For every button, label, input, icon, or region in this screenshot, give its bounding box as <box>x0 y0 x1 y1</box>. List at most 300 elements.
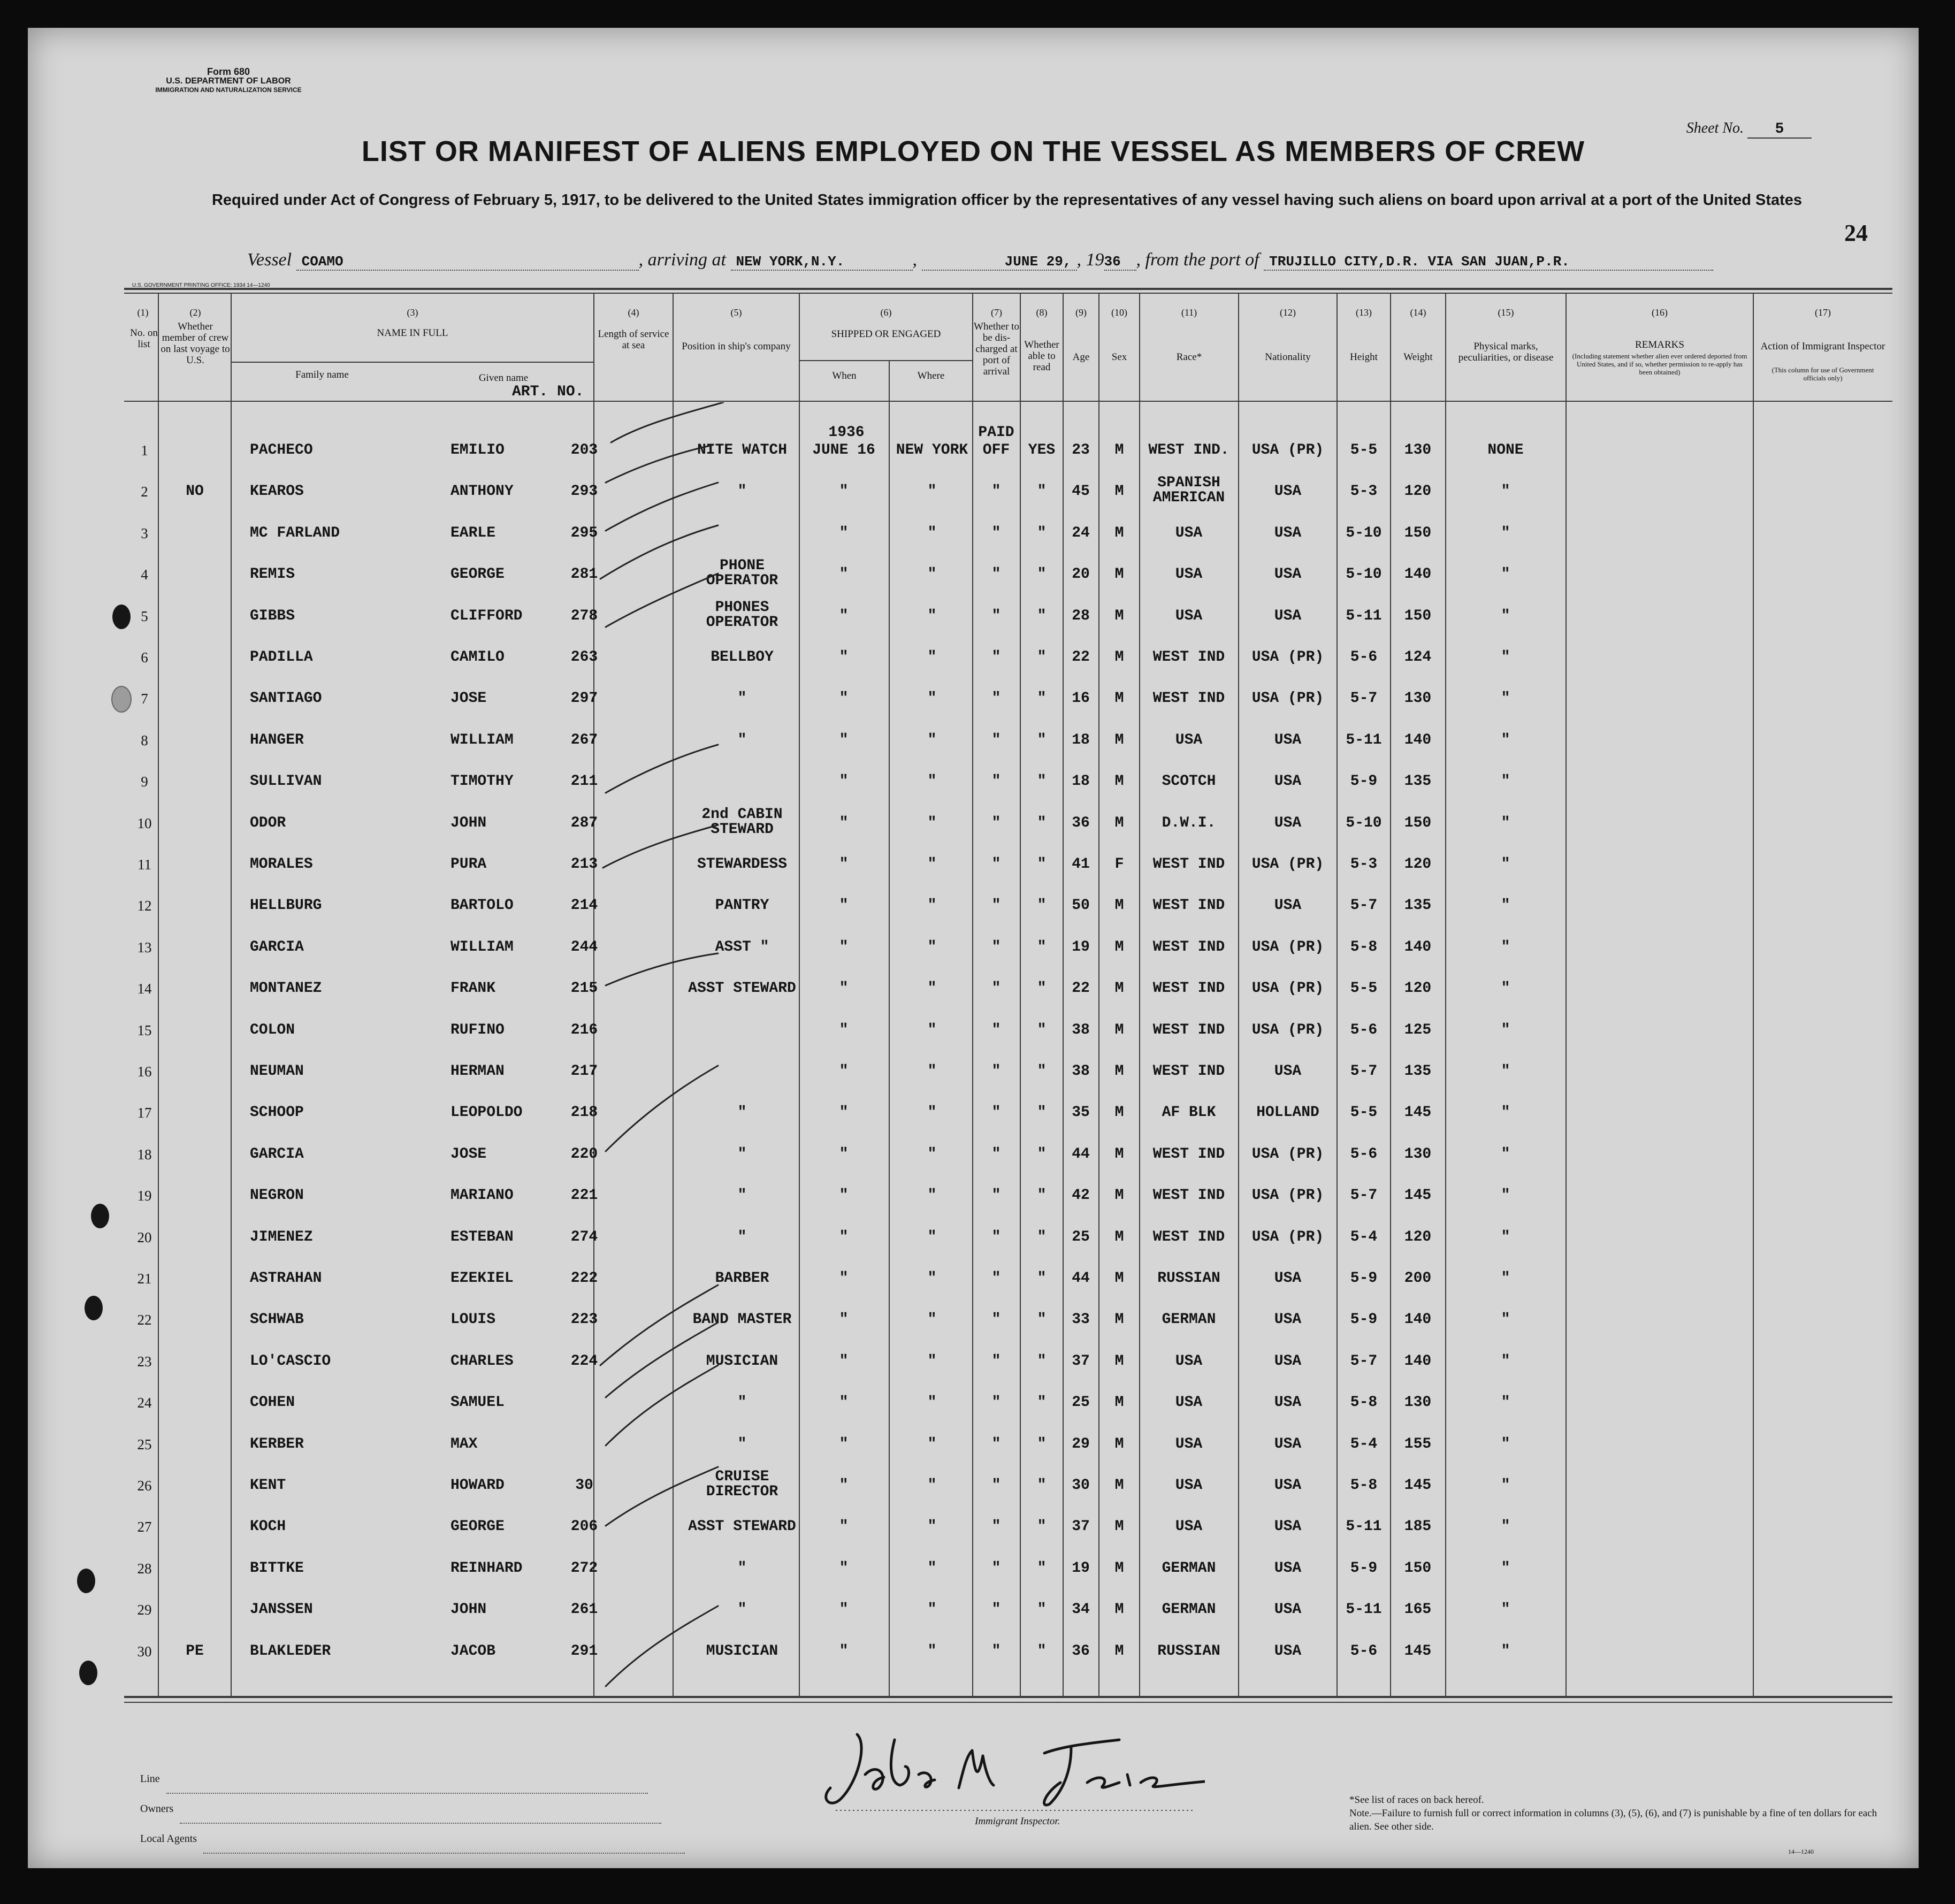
position-cell: " <box>737 1228 747 1245</box>
row-number: 22 <box>137 1312 152 1328</box>
race-cell: WEST IND <box>1152 938 1225 955</box>
read-cell: " <box>1037 483 1047 500</box>
where-cell: " <box>927 483 937 500</box>
position-cell: ASST STEWARD <box>688 1518 796 1535</box>
sex-cell: M <box>1114 1145 1124 1163</box>
read-cell: " <box>1037 1311 1047 1328</box>
punch-hole <box>91 1204 109 1228</box>
age-cell: 16 <box>1072 690 1090 707</box>
age-cell: 30 <box>1072 1477 1090 1494</box>
given-name-cell: GEORGE <box>450 1518 505 1535</box>
position-cell: ASST STEWARD <box>688 980 796 997</box>
colhead-remarks-note: (Including statement whether alien ever ordered deported from United States, and if so, whether permission to re-apply has been obtained) <box>1572 352 1747 376</box>
position-cell: PHONES OPERATOR <box>706 599 778 631</box>
sex-cell: M <box>1114 442 1124 458</box>
nationality-cell: USA (PR) <box>1251 1187 1324 1204</box>
family-name-cell: BITTKE <box>250 1559 304 1577</box>
art-no-cell: 218 <box>570 1104 598 1121</box>
when-cell: " <box>839 1559 849 1577</box>
race-cell: WEST IND <box>1152 1228 1225 1245</box>
sex-cell: M <box>1114 1063 1124 1080</box>
physical-marks-cell: " <box>1501 690 1510 707</box>
age-cell: 18 <box>1072 731 1090 748</box>
height-cell: 5-8 <box>1350 938 1378 955</box>
physical-marks-cell: " <box>1501 856 1510 873</box>
sex-cell: M <box>1114 814 1124 831</box>
art-no-cell: 220 <box>570 1145 598 1163</box>
sex-cell: M <box>1114 524 1124 541</box>
sex-cell: M <box>1114 1187 1124 1204</box>
age-cell: 45 <box>1072 483 1090 500</box>
art-no-cell: 216 <box>570 1021 598 1038</box>
nationality-cell: USA (PR) <box>1251 856 1324 873</box>
physical-marks-cell: " <box>1501 1642 1510 1660</box>
given-name-cell: FRANK <box>450 980 496 997</box>
weight-cell: 135 <box>1404 897 1432 914</box>
discharged-cell: " <box>991 1642 1001 1660</box>
when-cell: " <box>839 1187 849 1204</box>
race-cell: RUSSIAN <box>1157 1642 1220 1660</box>
race-cell: AF BLK <box>1162 1104 1216 1121</box>
race-cell: GERMAN <box>1162 1311 1216 1328</box>
form-number: Form 680 <box>207 66 250 77</box>
nationality-cell: USA <box>1274 1601 1302 1618</box>
weight-cell: 150 <box>1404 607 1432 624</box>
family-name-cell: ODOR <box>250 814 286 831</box>
last-voyage-cell: PE <box>186 1642 204 1660</box>
nationality-cell: USA <box>1274 1518 1302 1535</box>
colnum-14: (14) <box>1410 307 1426 318</box>
age-cell: 36 <box>1072 814 1090 831</box>
nationality-cell: USA <box>1274 773 1302 790</box>
where-cell: " <box>927 1477 937 1494</box>
family-name-cell: SCHOOP <box>250 1104 304 1121</box>
colhead-action: Action of Immigrant Inspector <box>1760 341 1885 352</box>
given-name-cell: CLIFFORD <box>450 607 523 624</box>
weight-cell: 130 <box>1404 1145 1432 1163</box>
nationality-cell: USA (PR) <box>1251 938 1324 955</box>
race-cell: SCOTCH <box>1162 773 1216 790</box>
form-code: 14—1240 <box>1788 1848 1814 1855</box>
sex-cell: M <box>1114 1435 1124 1452</box>
height-cell: 5-5 <box>1350 980 1378 997</box>
manifest-sheet <box>28 28 1919 1868</box>
row1-paid: PAID <box>978 424 1014 441</box>
given-name-cell: MAX <box>450 1435 478 1452</box>
race-cell: D.W.I. <box>1162 814 1216 831</box>
read-cell: " <box>1037 773 1047 790</box>
given-name-cell: GEORGE <box>450 566 505 583</box>
sex-cell: F <box>1114 856 1124 873</box>
where-cell: " <box>927 566 937 583</box>
read-cell: " <box>1037 1104 1047 1121</box>
sheet-number-label: Sheet No. <box>1686 120 1744 136</box>
race-cell: GERMAN <box>1162 1559 1216 1577</box>
gpo-note: U.S. GOVERNMENT PRINTING OFFICE: 1934 14—1240 <box>132 282 270 288</box>
sex-cell: M <box>1114 1477 1124 1494</box>
sex-cell: M <box>1114 1228 1124 1245</box>
physical-marks-cell: " <box>1501 897 1510 914</box>
weight-cell: 140 <box>1404 566 1432 583</box>
height-cell: 5-11 <box>1346 1601 1382 1618</box>
colhead-remarks: REMARKS <box>1635 339 1684 350</box>
colnum-2: (2) <box>189 307 201 318</box>
when-cell: " <box>839 1642 849 1660</box>
when-cell: " <box>839 1435 849 1452</box>
read-cell: " <box>1037 1145 1047 1163</box>
colhead-age: Age <box>1072 351 1090 363</box>
family-name-cell: GARCIA <box>250 938 304 955</box>
weight-cell: 140 <box>1404 731 1432 748</box>
family-name-cell: GARCIA <box>250 1145 304 1163</box>
from-label: , from the port of <box>1136 250 1259 270</box>
age-cell: 44 <box>1072 1145 1090 1163</box>
nationality-cell: USA <box>1274 1311 1302 1328</box>
colhead-shipped-engaged: SHIPPED OR ENGAGED <box>831 328 941 340</box>
family-name-cell: COHEN <box>250 1394 295 1411</box>
weight-cell: 130 <box>1404 442 1432 458</box>
family-name-cell: BLAKLEDER <box>250 1642 331 1660</box>
height-cell: 5-3 <box>1350 856 1378 873</box>
when-cell: " <box>839 524 849 541</box>
sex-cell: M <box>1114 566 1124 583</box>
age-cell: 19 <box>1072 1559 1090 1577</box>
when-cell: " <box>839 856 849 873</box>
discharged-cell: " <box>991 1021 1001 1038</box>
race-cell: USA <box>1175 1477 1203 1494</box>
weight-cell: 135 <box>1404 773 1432 790</box>
height-cell: 5-9 <box>1350 773 1378 790</box>
where-cell: " <box>927 938 937 955</box>
page-number: 24 <box>1844 220 1868 246</box>
weight-cell: 185 <box>1404 1518 1432 1535</box>
row-number: 1 <box>141 442 148 458</box>
art-no-cell: 222 <box>570 1270 598 1287</box>
weight-cell: 120 <box>1404 483 1432 500</box>
position-cell: " <box>737 1145 747 1163</box>
physical-marks-cell: " <box>1501 1435 1510 1452</box>
read-cell: " <box>1037 607 1047 624</box>
read-cell: " <box>1037 1477 1047 1494</box>
discharged-cell: " <box>991 690 1001 707</box>
race-cell: WEST IND <box>1152 1145 1225 1163</box>
height-cell: 5-7 <box>1350 1352 1378 1370</box>
row-number: 8 <box>141 732 148 748</box>
when-cell: " <box>839 566 849 583</box>
penalty-note: Note.—Failure to furnish full or correct information in columns (3), (5), (6), and (7) is punishable by a fine of ten dollars for each alien. See other side. <box>1349 1808 1877 1832</box>
discharged-cell: " <box>991 1518 1001 1535</box>
row-number: 17 <box>137 1105 152 1121</box>
height-cell: 5-5 <box>1350 442 1378 458</box>
physical-marks-cell: " <box>1501 524 1510 541</box>
colnum-4: (4) <box>628 307 639 318</box>
family-name-cell: GIBBS <box>250 607 295 624</box>
where-cell: " <box>927 690 937 707</box>
family-name-cell: JANSSEN <box>250 1601 313 1618</box>
read-cell: " <box>1037 938 1047 955</box>
table-grid <box>28 28 1919 1868</box>
read-cell: " <box>1037 1228 1047 1245</box>
when-cell: " <box>839 1352 849 1370</box>
colhead-when: When <box>832 370 857 381</box>
nationality-cell: USA (PR) <box>1251 690 1324 707</box>
weight-cell: 120 <box>1404 856 1432 873</box>
sex-cell: M <box>1114 897 1124 914</box>
year-prefix: , 19 <box>1076 250 1104 270</box>
height-cell: 5-6 <box>1350 649 1378 666</box>
read-cell: YES <box>1028 442 1056 458</box>
discharged-cell: " <box>991 1311 1001 1328</box>
nationality-cell: USA <box>1274 1559 1302 1577</box>
physical-marks-cell: " <box>1501 938 1510 955</box>
row-number: 12 <box>137 898 152 914</box>
colnum-7: (7) <box>991 307 1002 318</box>
age-cell: 50 <box>1072 897 1090 914</box>
colnum-5: (5) <box>730 307 742 318</box>
when-cell: " <box>839 649 849 666</box>
read-cell: " <box>1037 524 1047 541</box>
art-no-cell: 291 <box>570 1642 598 1660</box>
read-cell: " <box>1037 1518 1047 1535</box>
age-cell: 41 <box>1072 856 1090 873</box>
where-cell: " <box>927 1104 937 1121</box>
sex-cell: M <box>1114 773 1124 790</box>
footer-owners-field <box>140 1794 685 1824</box>
height-cell: 5-9 <box>1350 1311 1378 1328</box>
discharged-cell: " <box>991 1187 1001 1204</box>
nationality-cell: USA <box>1274 1477 1302 1494</box>
art-no-cell: 223 <box>570 1311 598 1328</box>
when-cell: " <box>839 897 849 914</box>
read-cell: " <box>1037 1352 1047 1370</box>
race-cell: USA <box>1175 1394 1203 1411</box>
height-cell: 5-11 <box>1346 1518 1382 1535</box>
position-cell: " <box>737 690 747 707</box>
colhead-discharged: Whether to be dis-charged at port of arrival <box>974 321 1019 377</box>
race-cell: WEST IND <box>1152 1021 1225 1038</box>
physical-marks-cell: NONE <box>1487 442 1524 458</box>
age-cell: 23 <box>1072 442 1090 458</box>
age-cell: 37 <box>1072 1352 1090 1370</box>
physical-marks-cell: " <box>1501 980 1510 997</box>
position-cell: " <box>737 1601 747 1618</box>
race-cell: WEST IND <box>1152 1187 1225 1204</box>
sex-cell: M <box>1114 1352 1124 1370</box>
colnum-1: (1) <box>137 307 149 318</box>
race-cell: USA <box>1175 1435 1203 1452</box>
physical-marks-cell: " <box>1501 1021 1510 1038</box>
nationality-cell: USA (PR) <box>1251 1145 1324 1163</box>
given-name-cell: LEOPOLDO <box>450 1104 523 1121</box>
vessel-label: Vessel <box>247 250 292 270</box>
where-cell: " <box>927 1352 937 1370</box>
when-cell: " <box>839 773 849 790</box>
nationality-cell: USA <box>1274 566 1302 583</box>
row-number: 21 <box>137 1271 152 1287</box>
art-no-cell: 274 <box>570 1228 598 1245</box>
given-name-cell: WILLIAM <box>450 938 514 955</box>
colhead-able-to-read: Whether able to read <box>1024 339 1059 373</box>
art-no-cell: 263 <box>570 649 598 666</box>
nationality-cell: HOLLAND <box>1256 1104 1319 1121</box>
where-cell: " <box>927 1435 937 1452</box>
art-no-cell: 272 <box>570 1559 598 1577</box>
age-cell: 22 <box>1072 649 1090 666</box>
weight-cell: 130 <box>1404 1394 1432 1411</box>
sex-cell: M <box>1114 607 1124 624</box>
discharged-cell: " <box>991 1477 1001 1494</box>
given-name-cell: HOWARD <box>450 1477 505 1494</box>
race-cell: WEST IND <box>1152 1063 1225 1080</box>
given-name-cell: RUFINO <box>450 1021 505 1038</box>
family-name-cell: HELLBURG <box>250 897 322 914</box>
family-name-cell: SULLIVAN <box>250 773 322 790</box>
where-cell: " <box>927 773 937 790</box>
when-cell: " <box>839 1021 849 1038</box>
age-cell: 24 <box>1072 524 1090 541</box>
punch-hole <box>112 605 131 629</box>
height-cell: 5-10 <box>1346 814 1382 831</box>
sex-cell: M <box>1114 1518 1124 1535</box>
family-name-cell: LO'CASCIO <box>250 1352 331 1370</box>
height-cell: 5-4 <box>1350 1228 1378 1245</box>
footer-agents-field <box>140 1824 685 1854</box>
page-title: LIST OR MANIFEST OF ALIENS EMPLOYED ON THE VESSEL AS MEMBERS OF CREW <box>361 135 1585 167</box>
family-name-cell: MONTANEZ <box>250 980 322 997</box>
art-no-cell: 261 <box>570 1601 598 1618</box>
discharged-cell: " <box>991 980 1001 997</box>
punch-hole <box>85 1296 103 1320</box>
weight-cell: 140 <box>1404 1311 1432 1328</box>
row-number: 14 <box>137 981 152 997</box>
discharged-cell: " <box>991 731 1001 748</box>
physical-marks-cell: " <box>1501 1394 1510 1411</box>
colhead-where: Where <box>917 370 945 381</box>
race-cell: WEST IND <box>1152 897 1225 914</box>
height-cell: 5-6 <box>1350 1021 1378 1038</box>
position-cell: MUSICIAN <box>706 1642 778 1660</box>
nationality-cell: USA (PR) <box>1251 980 1324 997</box>
art-no-cell: 293 <box>570 483 598 500</box>
position-cell: " <box>737 483 747 500</box>
footer-line-label: Line <box>140 1773 160 1785</box>
age-cell: 29 <box>1072 1435 1090 1452</box>
height-cell: 5-6 <box>1350 1145 1378 1163</box>
family-name-cell: MORALES <box>250 856 313 873</box>
discharged-cell: " <box>991 524 1001 541</box>
row-number: 4 <box>141 567 148 583</box>
art-no-cell: 211 <box>570 773 598 790</box>
physical-marks-cell: " <box>1501 1063 1510 1080</box>
when-cell: " <box>839 1477 849 1494</box>
race-cell: USA <box>1175 1352 1203 1370</box>
family-name-cell: KENT <box>250 1477 286 1494</box>
age-cell: 42 <box>1072 1187 1090 1204</box>
colhead-nationality: Nationality <box>1265 351 1311 363</box>
race-cell: WEST IND <box>1152 980 1225 997</box>
age-cell: 25 <box>1072 1394 1090 1411</box>
form-service: IMMIGRATION AND NATURALIZATION SERVICE <box>155 86 302 94</box>
row-number: 18 <box>137 1146 152 1163</box>
nationality-cell: USA <box>1274 524 1302 541</box>
age-cell: 38 <box>1072 1063 1090 1080</box>
row-number: 27 <box>137 1519 152 1535</box>
given-name-cell: EZEKIEL <box>450 1270 514 1287</box>
physical-marks-cell: " <box>1501 1601 1510 1618</box>
given-name-cell: EMILIO <box>450 442 505 458</box>
nationality-cell: USA <box>1274 1270 1302 1287</box>
position-cell: " <box>737 731 747 748</box>
read-cell: " <box>1037 566 1047 583</box>
when-cell: JUNE 16 <box>812 442 875 458</box>
given-name-cell: ESTEBAN <box>450 1228 514 1245</box>
sex-cell: M <box>1114 1104 1124 1121</box>
physical-marks-cell: " <box>1501 1518 1510 1535</box>
art-no-cell: 213 <box>570 856 598 873</box>
row-number: 6 <box>141 649 148 666</box>
colhead-length-service: Length of service at sea <box>598 328 669 351</box>
given-name-cell: CAMILO <box>450 649 505 666</box>
inspector-tick-marks <box>595 402 755 1697</box>
family-name-cell: SANTIAGO <box>250 690 322 707</box>
colhead-family-name: Family name <box>295 369 349 380</box>
weight-cell: 135 <box>1404 1063 1432 1080</box>
discharged-cell: " <box>991 814 1001 831</box>
physical-marks-cell: " <box>1501 649 1510 666</box>
race-cell: WEST IND <box>1152 690 1225 707</box>
given-name-cell: EARLE <box>450 524 496 541</box>
position-cell: ASST " <box>715 938 769 955</box>
position-cell: " <box>737 1187 747 1204</box>
physical-marks-cell: " <box>1501 1311 1510 1328</box>
colnum-16: (16) <box>1652 307 1668 318</box>
art-no-cell: 295 <box>570 524 598 541</box>
weight-cell: 145 <box>1404 1187 1432 1204</box>
race-cell: RUSSIAN <box>1157 1270 1220 1287</box>
vessel-line: Vessel COAMO , arriving at NEW YORK,N.Y. , JUNE 29, , 1936 , from the port of TRUJILLO CITY,D.R. VIA SAN JUAN,P.R. <box>247 250 1713 271</box>
discharged-cell: " <box>991 856 1001 873</box>
race-cell: WEST IND <box>1152 649 1225 666</box>
weight-cell: 165 <box>1404 1601 1432 1618</box>
colhead-name-in-full: NAME IN FULL <box>377 327 448 339</box>
race-note: *See list of races on back hereof. <box>1349 1794 1484 1806</box>
physical-marks-cell: " <box>1501 1228 1510 1245</box>
family-name-cell: HANGER <box>250 731 304 748</box>
art-no-cell: 224 <box>570 1352 598 1370</box>
family-name-cell: KERBER <box>250 1435 304 1452</box>
given-name-cell: CHARLES <box>450 1352 514 1370</box>
read-cell: " <box>1037 690 1047 707</box>
discharged-cell: " <box>991 566 1001 583</box>
row-number: 29 <box>137 1602 152 1618</box>
colhead-given-name: Given name <box>478 372 529 384</box>
read-cell: " <box>1037 980 1047 997</box>
where-cell: " <box>927 814 937 831</box>
sex-cell: M <box>1114 1394 1124 1411</box>
colhead-weight: Weight <box>1403 351 1433 363</box>
discharged-cell: " <box>991 1601 1001 1618</box>
row-number: 19 <box>137 1188 152 1204</box>
when-cell: " <box>839 1145 849 1163</box>
art-no-cell: 206 <box>570 1518 598 1535</box>
row-number: 10 <box>137 815 152 831</box>
art-no-cell: 221 <box>570 1187 598 1204</box>
weight-cell: 125 <box>1404 1021 1432 1038</box>
read-cell: " <box>1037 814 1047 831</box>
weight-cell: 120 <box>1404 980 1432 997</box>
position-cell: BELLBOY <box>711 649 774 666</box>
physical-marks-cell: " <box>1501 1477 1510 1494</box>
